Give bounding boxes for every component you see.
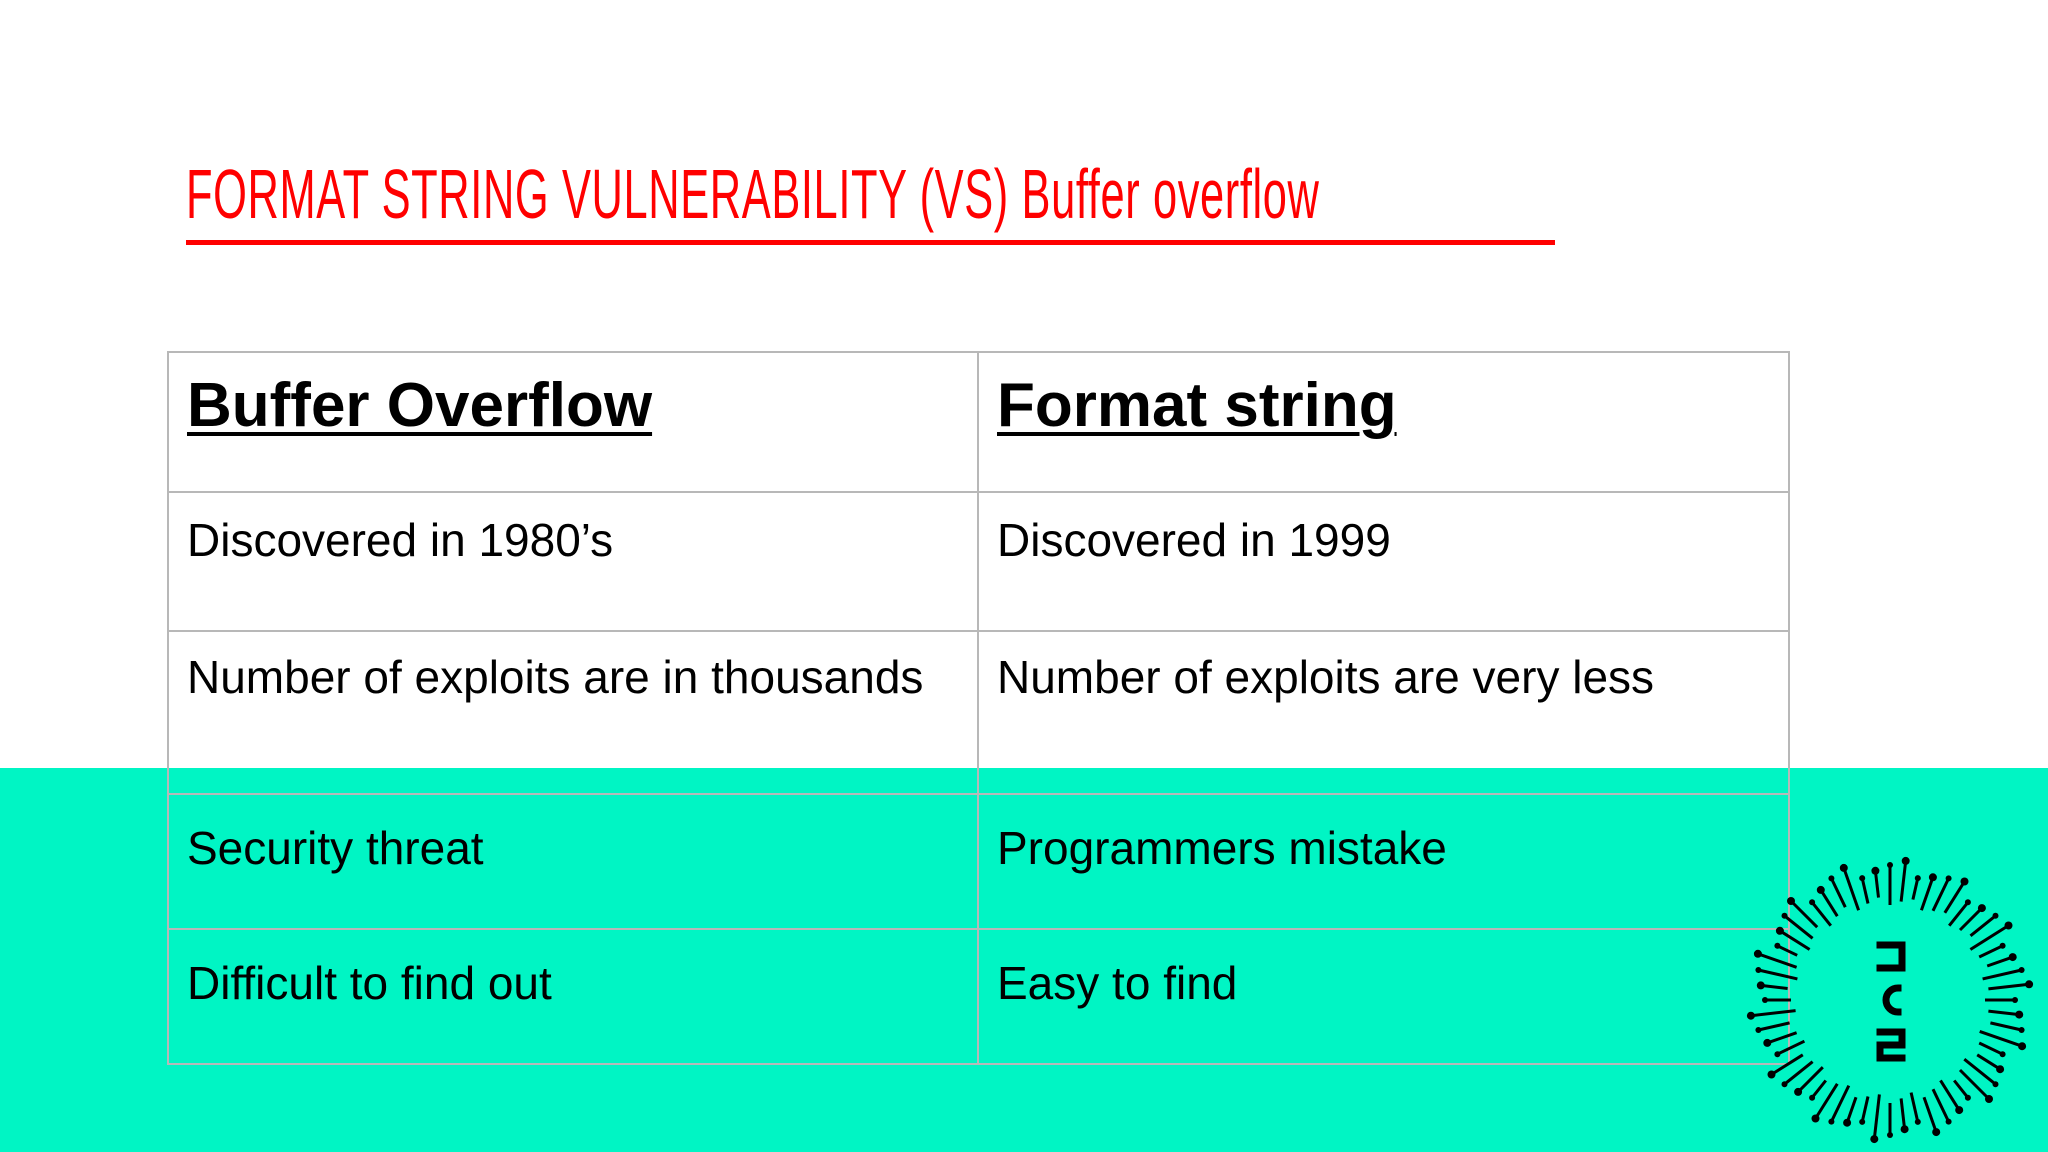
logo-trace: [1980, 1031, 2022, 1046]
logo-trace: [1758, 1023, 1789, 1030]
table-cell: Number of exploits are in thousands: [168, 631, 978, 794]
logo-trace: [1767, 1033, 1796, 1043]
table-row: [168, 794, 1789, 929]
logo-node: [1757, 981, 1765, 989]
logo-node: [1996, 1065, 2004, 1073]
logo-node: [1762, 997, 1768, 1003]
logo-trace: [1847, 1097, 1856, 1123]
table-cell: Security threat: [168, 794, 978, 929]
logo-trace: [1844, 868, 1859, 910]
logo-node: [1859, 875, 1865, 881]
logo-trace: [1758, 954, 1797, 968]
logo-node: [1946, 1119, 1952, 1125]
logo-trace: [1901, 861, 1906, 902]
logo-trace: [1831, 878, 1845, 907]
logo-trace: [1971, 916, 1996, 936]
table-header-row: [168, 352, 1789, 492]
logo-node: [1782, 1081, 1788, 1087]
logo-node: [1887, 862, 1893, 868]
table-row: [168, 492, 1789, 631]
logo-node: [1965, 899, 1971, 905]
logo-node: [1776, 927, 1784, 935]
logo-node: [1946, 875, 1952, 881]
logo-node: [1993, 1081, 1999, 1087]
header-label-format-string: Format string: [997, 371, 1397, 440]
logo-node: [1965, 1095, 1971, 1101]
logo-node: [1902, 857, 1910, 865]
logo-node: [2005, 922, 2013, 930]
header-cell-format-string: [978, 352, 1789, 492]
comparison-table: [167, 351, 1790, 1065]
logo-node: [1794, 1088, 1802, 1096]
logo-node: [1817, 886, 1825, 894]
logo-node: [1809, 1095, 1815, 1101]
logo-node: [1955, 1106, 1963, 1114]
logo-node: [1828, 875, 1834, 881]
table-cell: Easy to find: [978, 929, 1789, 1064]
logo-node: [1870, 1135, 1878, 1143]
table-row: [168, 929, 1789, 1064]
logo-trace: [1990, 1023, 2021, 1030]
logo-node: [2015, 1011, 2023, 1019]
logo-node: [1993, 913, 1999, 919]
logo-trace: [1862, 878, 1868, 903]
logo-trace: [1987, 957, 2013, 966]
logo-trace: [1921, 877, 1933, 910]
logo-trace: [1911, 1093, 1918, 1122]
logo-trace: [1983, 970, 2022, 979]
logo-trace: [1933, 878, 1949, 910]
logo-node: [1901, 1125, 1909, 1133]
logo-trace: [1988, 1011, 2019, 1015]
logo-trace: [1777, 1041, 1804, 1054]
logo-trace: [1758, 970, 1797, 979]
table-cell: Number of exploits are very less: [978, 631, 1789, 794]
logo-node: [1932, 1128, 1940, 1136]
header-cell-buffer-overflow: [168, 352, 978, 492]
logo-node: [1840, 864, 1848, 872]
table-cell: Discovered in 1999: [978, 492, 1789, 631]
logo-node: [1915, 875, 1921, 881]
logo-node: [1915, 1119, 1921, 1125]
logo-node: [1754, 950, 1762, 958]
circuit-ring-logo-icon: [1740, 850, 2040, 1150]
logo-node: [2019, 967, 2025, 973]
logo-trace: [1924, 1097, 1936, 1132]
table-cell: Discovered in 1980’s: [168, 492, 978, 631]
logo-trace: [1977, 1055, 2000, 1069]
logo-node: [1828, 1119, 1834, 1125]
logo-node: [1812, 1115, 1820, 1123]
logo-node: [2009, 953, 2017, 961]
logo-trace: [1901, 1098, 1905, 1129]
logo-node: [1787, 897, 1795, 905]
logo-trace: [1862, 1097, 1868, 1122]
logo-trace: [1777, 946, 1797, 956]
logo-trace: [1979, 1043, 2002, 1054]
logo-trace: [1761, 985, 1788, 988]
logo-node: [2018, 1042, 2026, 1050]
logo-node: [2000, 943, 2006, 949]
logo-node: [1809, 899, 1815, 905]
logo-node: [1755, 967, 1761, 973]
logo-trace: [1751, 1011, 1796, 1016]
logo-node: [1978, 904, 1986, 912]
table-cell: Difficult to find out: [168, 929, 978, 1064]
logo-trace: [1812, 1081, 1826, 1098]
logo-trace: [1988, 984, 2029, 989]
logo-node: [1961, 878, 1969, 886]
title-underline: [186, 240, 1555, 245]
header-label-buffer-overflow: Buffer Overflow: [187, 371, 653, 440]
logo-node: [2019, 1027, 2025, 1033]
logo-trace: [1875, 871, 1878, 898]
logo-trace: [1913, 878, 1918, 900]
logo-trace: [1812, 902, 1831, 925]
logo-trace: [1933, 1089, 1949, 1121]
logo-node: [1774, 943, 1780, 949]
logo-node: [2000, 1051, 2006, 1057]
table-row: [168, 631, 1789, 794]
logo-node: [1763, 1039, 1771, 1047]
logo-node: [1755, 1027, 1761, 1033]
logo-node: [1859, 1119, 1865, 1125]
logo-node: [2012, 997, 2018, 1003]
logo-node: [1843, 1119, 1851, 1127]
logo-trace: [1960, 908, 1982, 930]
logo-node: [1782, 913, 1788, 919]
logo-trace: [1821, 890, 1838, 916]
logo-node: [1887, 1132, 1893, 1138]
logo-node: [1929, 873, 1937, 881]
logo-trace: [1979, 946, 2002, 957]
logo-node: [1747, 1012, 1755, 1020]
logo-trace: [1954, 1081, 1968, 1098]
logo-trace: [1949, 902, 1968, 925]
slide-title: FORMAT STRING VULNERABILITY (VS) Buffer overflow: [186, 155, 1320, 233]
logo-node: [1768, 1071, 1776, 1079]
logo-trace: [1874, 1094, 1879, 1139]
logo-node: [2025, 980, 2033, 988]
logo-node: [1985, 1095, 1993, 1103]
logo-node: [1871, 867, 1879, 875]
logo-node: [1774, 1051, 1780, 1057]
table-cell: Programmers mistake: [978, 794, 1789, 929]
